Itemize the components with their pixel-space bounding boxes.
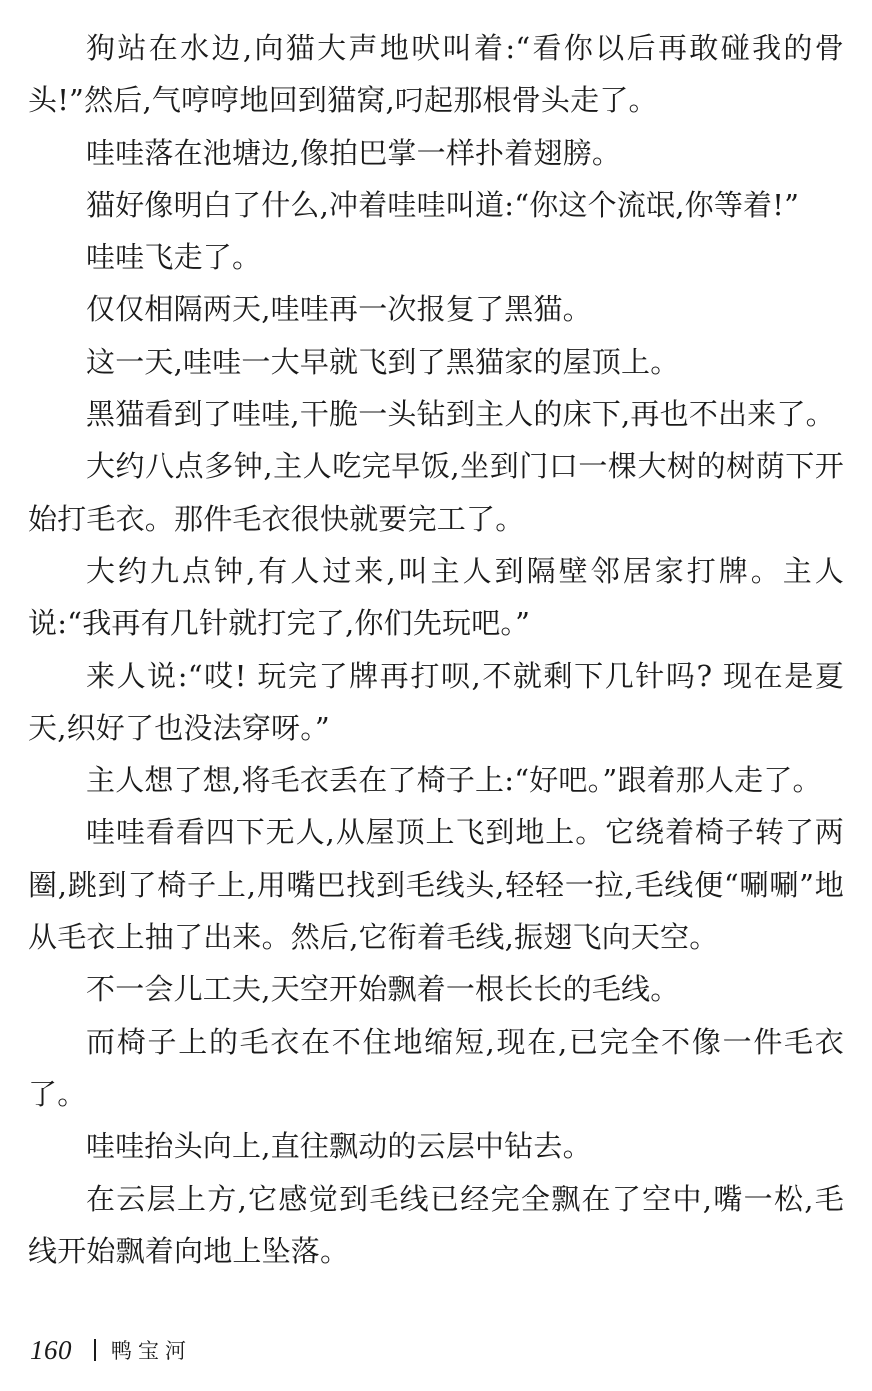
paragraph: 哇哇飞走了。	[86, 240, 262, 275]
paragraph: 主人想了想,将毛衣丢在了椅子上:“好吧。”跟着那人走了。	[86, 763, 822, 798]
paragraph: 仅仅相隔两天,哇哇再一次报复了黑猫。	[86, 292, 592, 327]
paragraph: 哇哇抬头向上,直往飘动的云层中钻去。	[86, 1129, 592, 1164]
body-text	[28, 22, 844, 1277]
footer-divider	[94, 1339, 96, 1361]
paragraph: 大约八点多钟,主人吃完早饭,坐到门口一棵大树的树荫下开始打毛衣。那件毛衣很快就要完工了。	[28, 449, 844, 536]
paragraph: 来人说:“哎! 玩完了牌再打呗,不就剩下几针吗? 现在是夏天,织好了也没法穿呀。”	[28, 658, 844, 745]
paragraph: 在云层上方,它感觉到毛线已经完全飘在了空中,嘴一松,毛线开始飘着向地上坠落。	[28, 1181, 844, 1268]
paragraph: 大约九点钟,有人过来,叫主人到隔壁邻居家打牌。主人说:“我再有几针就打完了,你们先玩吧。”	[28, 553, 844, 641]
running-book-title: 鸭宝河	[111, 1339, 192, 1363]
page-footer	[30, 1330, 192, 1370]
paragraph: 而椅子上的毛衣在不住地缩短,现在,已完全不像一件毛衣了。	[28, 1024, 844, 1111]
page-number: 160	[30, 1334, 72, 1365]
paragraph: 哇哇看看四下无人,从屋顶上飞到地上。它绕着椅子转了两圈,跳到了椅子上,用嘴巴找到毛线头,轻轻一拉,毛线便“唰唰”地从毛衣上抽了出来。然后,它衔着毛线,振翅飞向天空。	[28, 815, 844, 955]
paragraph: 猫好像明白了什么,冲着哇哇叫道:“你这个流氓,你等着!”	[86, 187, 800, 222]
paragraph: 不一会儿工夫,天空开始飘着一根长长的毛线。	[86, 972, 680, 1007]
paragraph: 黑猫看到了哇哇,干脆一头钻到主人的床下,再也不出来了。	[86, 397, 835, 432]
paragraph: 哇哇落在池塘边,像拍巴掌一样扑着翅膀。	[86, 135, 622, 170]
paragraph: 狗站在水边,向猫大声地吠叫着:“看你以后再敢碰我的骨头!”然后,气哼哼地回到猫窝,叼起那根骨头走了。	[28, 31, 844, 118]
paragraph: 这一天,哇哇一大早就飞到了黑猫家的屋顶上。	[86, 344, 680, 379]
